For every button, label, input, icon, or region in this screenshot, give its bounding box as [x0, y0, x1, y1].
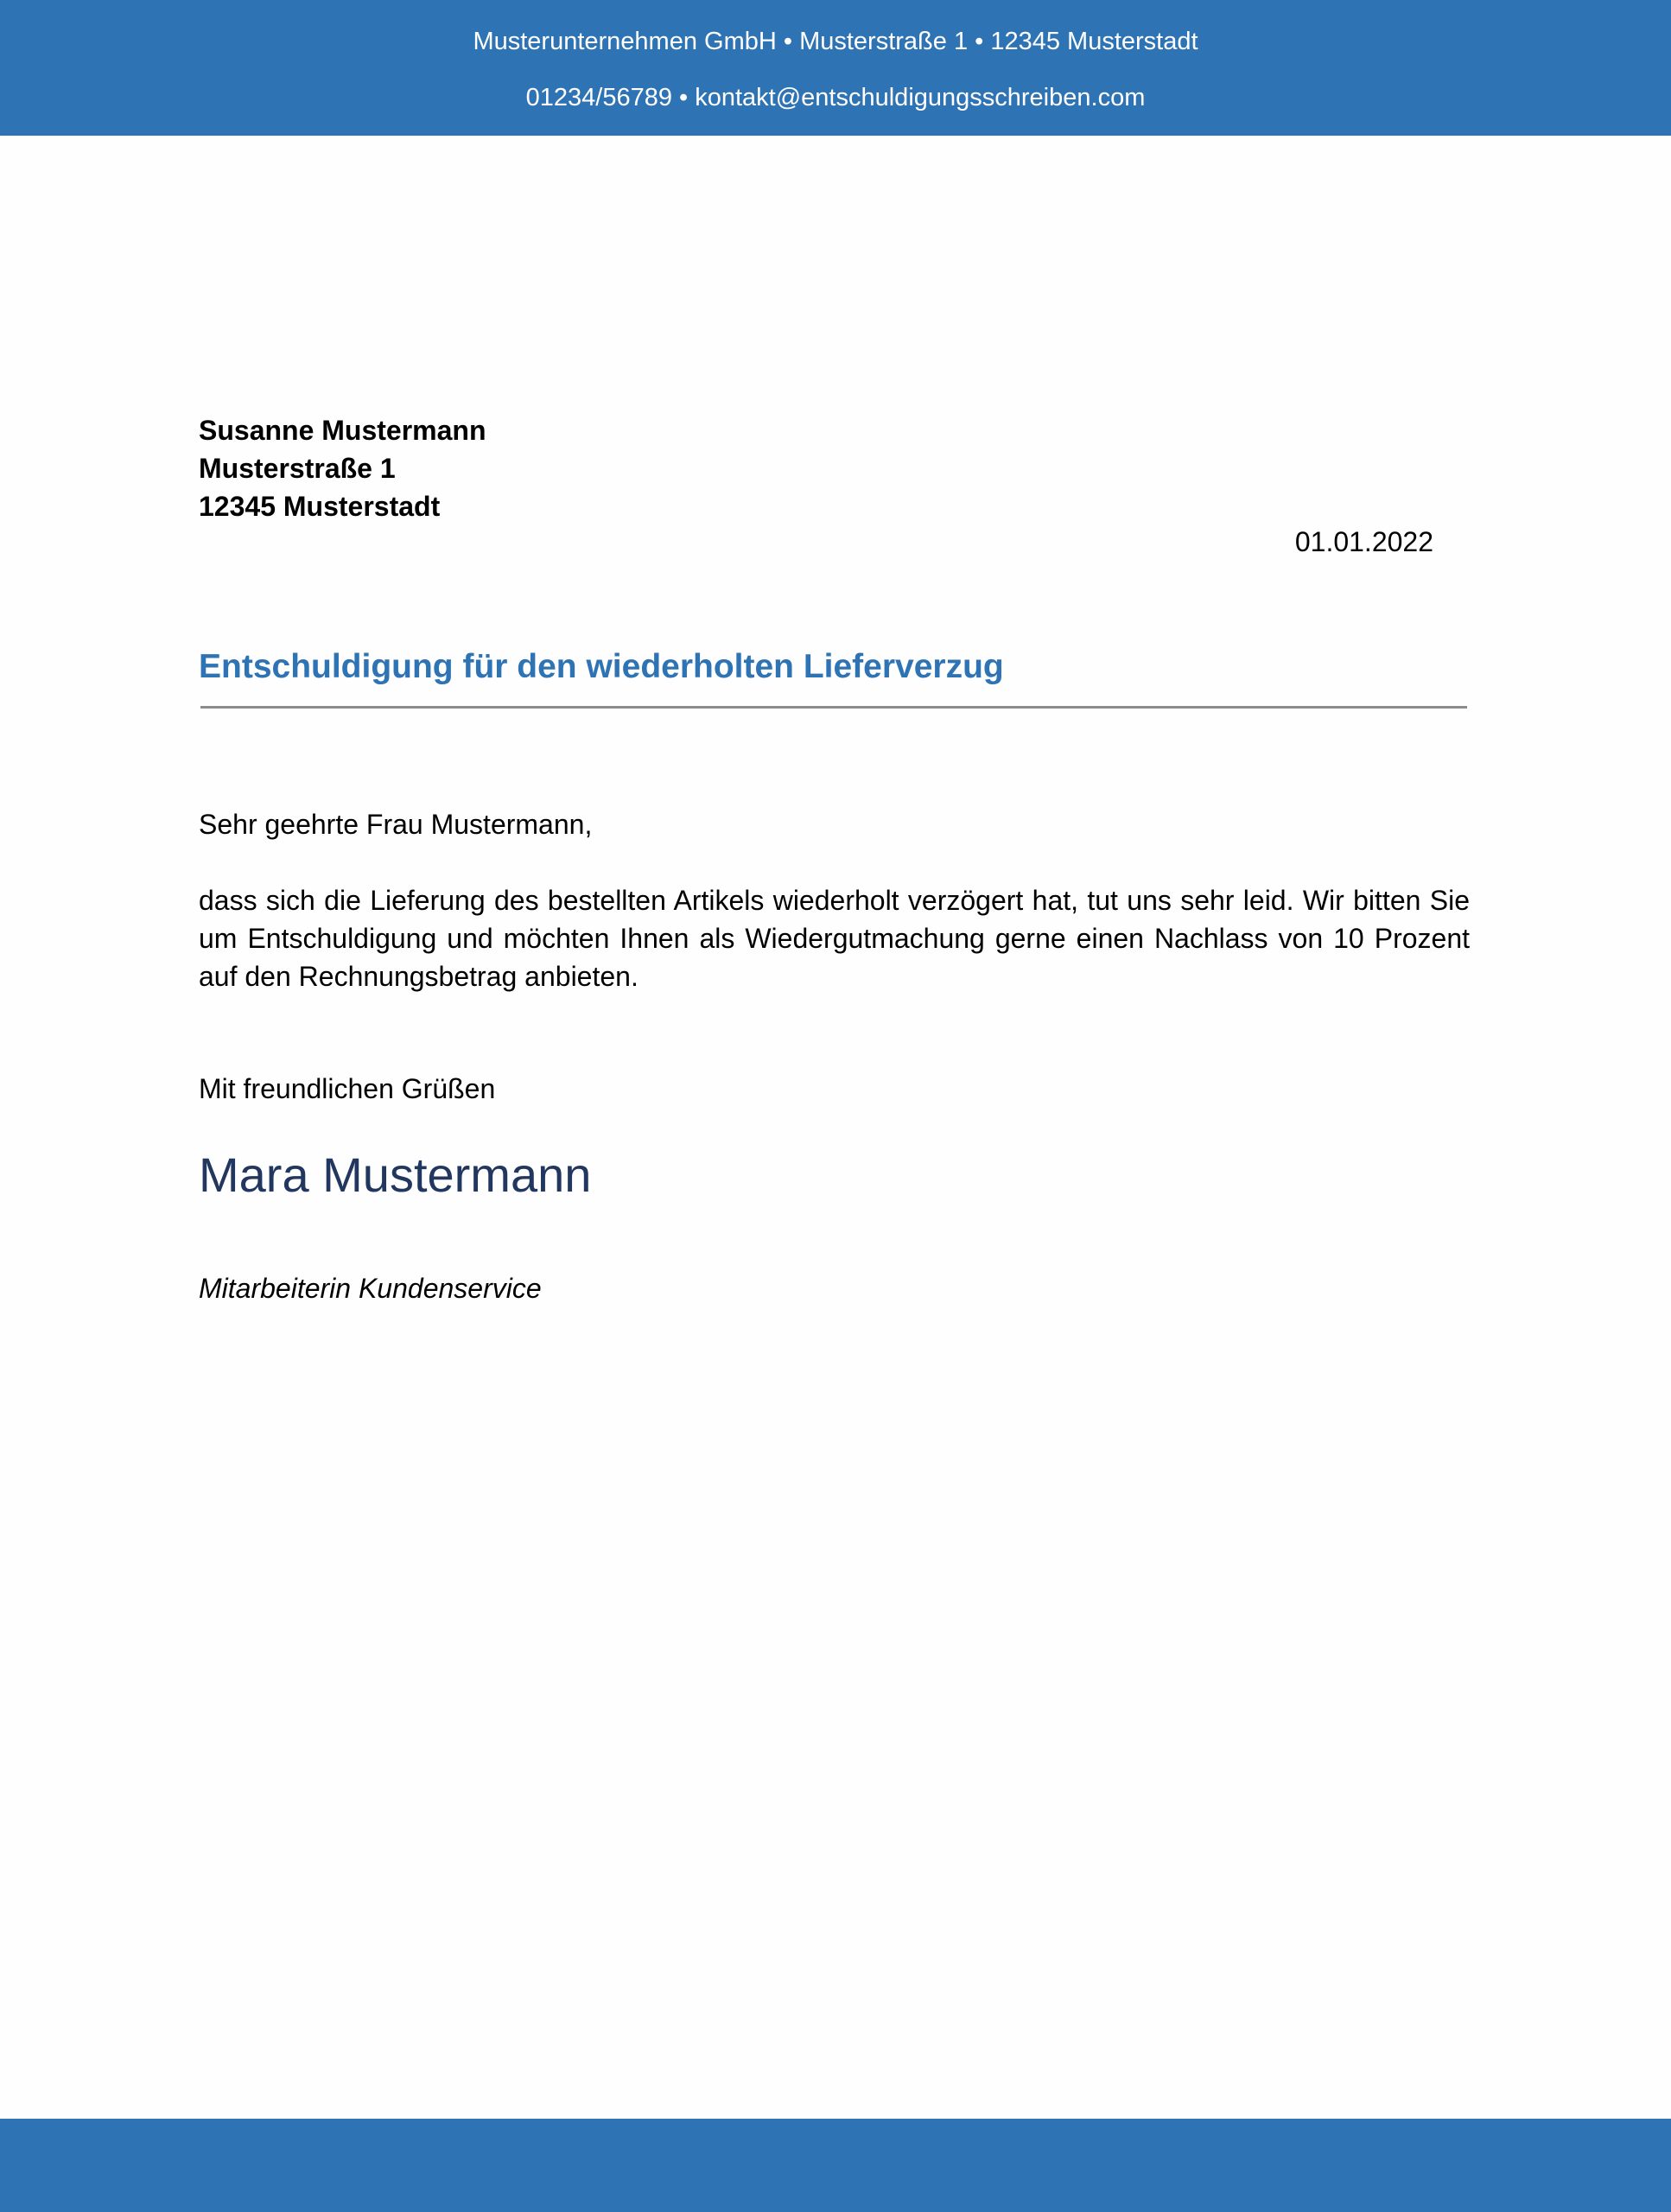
recipient-city: 12345 Musterstadt: [199, 491, 441, 522]
footer-banner: [0, 2119, 1671, 2212]
recipient-name: Susanne Mustermann: [199, 415, 486, 446]
sender-role: Mitarbeiterin Kundenservice: [199, 1273, 542, 1304]
salutation: Sehr geehrte Frau Mustermann,: [199, 809, 593, 840]
subject-divider: [200, 706, 1467, 709]
closing-phrase: Mit freundlichen Grüßen: [199, 1073, 496, 1104]
letterhead-banner: [0, 0, 1671, 136]
subject-line: Entschuldigung für den wiederholten Lieferverzug: [199, 648, 1004, 685]
company-address-line: Musterunternehmen GmbH • Musterstraße 1 • 12345 Musterstadt: [473, 28, 1198, 55]
recipient-address-block: [199, 411, 486, 525]
letter-body-paragraph: dass sich die Lieferung des bestellten Artikels wiederholt verzögert hat, tut uns sehr leid. Wir bitten Sie um Entschuldigung und möchten Ihnen als Wiedergutmachung gerne einen Nachlass von 10 Prozent auf den Rechnungsbetrag anbieten.: [199, 885, 1470, 992]
signature-name: Mara Mustermann: [199, 1147, 592, 1202]
letter-date: 01.01.2022: [1294, 526, 1433, 557]
company-contact-line: 01234/56789 • kontakt@entschuldigungsschreiben.com: [525, 84, 1146, 111]
recipient-street: Musterstraße 1: [199, 453, 396, 484]
